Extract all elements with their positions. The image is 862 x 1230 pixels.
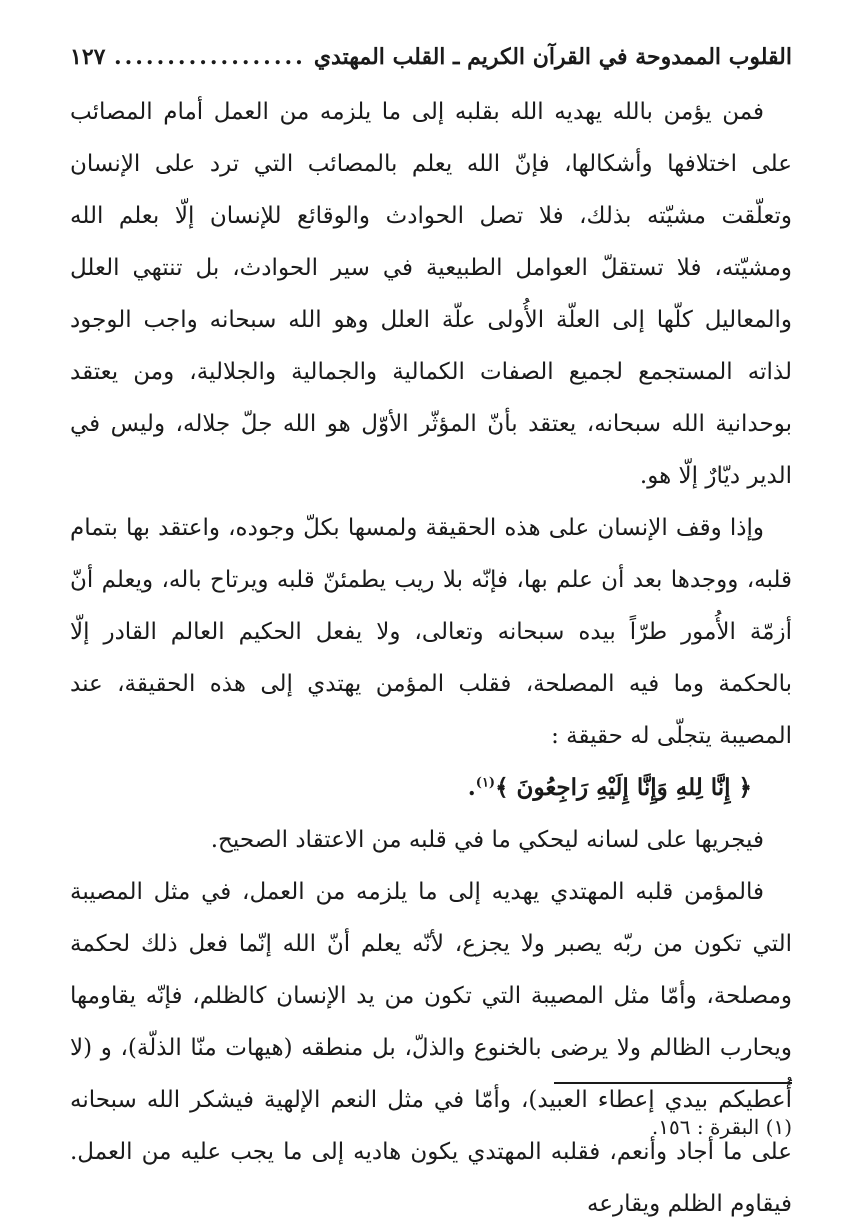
page-number: ١٢٧: [70, 44, 106, 70]
book-page: [70, 34, 792, 1217]
quran-verse: ﴿ إِنَّا لِلهِ وَإِنَّا إِلَيْهِ رَاجِعُونَ ﴾: [495, 774, 752, 801]
running-head-title: القلوب الممدوحة في القرآن الكريم ـ القلب المهتدي: [313, 44, 792, 70]
footnote: (١) البقرة : ١٥٦.: [651, 1115, 792, 1139]
quran-verse-line: [70, 762, 792, 814]
dot-leader: ..................: [113, 44, 306, 70]
body-text: [70, 86, 792, 1230]
paragraph: فمن يؤمن بالله يهديه الله بقلبه إلى ما يلزمه من العمل أمام المصائب على اختلافها وأشكالها، فإنّ الله يعلم بالمصائب التي ترد على الإنسان وتعلّقت مشيّته بذلك، فلا تصل الحوادث والوقائع للإنسان إلّا بعلم الله ومشيّته، فلا تستقلّ العوامل الطبيعية في سير الحوادث، بل تنتهي العلل والمعاليل كلّها إلى العلّة الأُولى علّة العلل وهو الله سبحانه واجب الوجود لذاته المستجمع لجميع الصفات الكمالية والجمالية والجلالية، ومن يعتقد بوحدانية الله سبحانه، يعتقد بأنّ المؤثّر الأوّل هو الله جلّ جلاله، وليس في الدير ديّارٌ إلّا هو.: [70, 99, 792, 489]
paragraph: فالمؤمن قلبه المهتدي يهديه إلى ما يلزمه من العمل، في مثل المصيبة التي تكون من ربّه يصبر ولا يجزع، لأنّه يعلم أنّ الله إنّما فعل ذلك لحكمة ومصلحة، وأمّا مثل المصيبة التي تكون من يد الإنسان كالظلم، فإنّه يقاومها ويحارب الظالم ولا يرضى بالخنوع والذلّ، بل منطقه (هيهات منّا الذلّة)، و (لا أُعطيكم بيدي إعطاء العبيد)، وأمّا في مثل النعم الإلهية فيشكر الله سبحانه على ما أجاد وأنعم، فقلبه المهتدي يكون هاديه إلى ما يجب عليه من العمل. فيقاوم الظلم ويقارعه: [70, 879, 792, 1217]
paragraph: فيجريها على لسانه ليحكي ما في قلبه من الاعتقاد الصحيح.: [210, 827, 764, 853]
footnote-marker: (١): [475, 775, 496, 791]
paragraph: وإذا وقف الإنسان على هذه الحقيقة ولمسها بكلّ وجوده، واعتقد بها بتمام قلبه، ووجدها بعد أن علم بها، فإنّه بلا ريب يطمئنّ قلبه ويرتاح باله، ويعلم أنّ أزمّة الأُمور طرّاً بيده سبحانه وتعالى، ولا يفعل الحكيم العالم القادر إلّا بالحكمة وما فيه المصلحة، فقلب المؤمن يهتدي إلى هذه الحقيقة، عند المصيبة يتجلّى له حقيقة :: [70, 515, 792, 749]
running-head: [70, 34, 792, 80]
verse-period: .: [467, 774, 476, 801]
footnote-separator: [554, 1082, 792, 1084]
